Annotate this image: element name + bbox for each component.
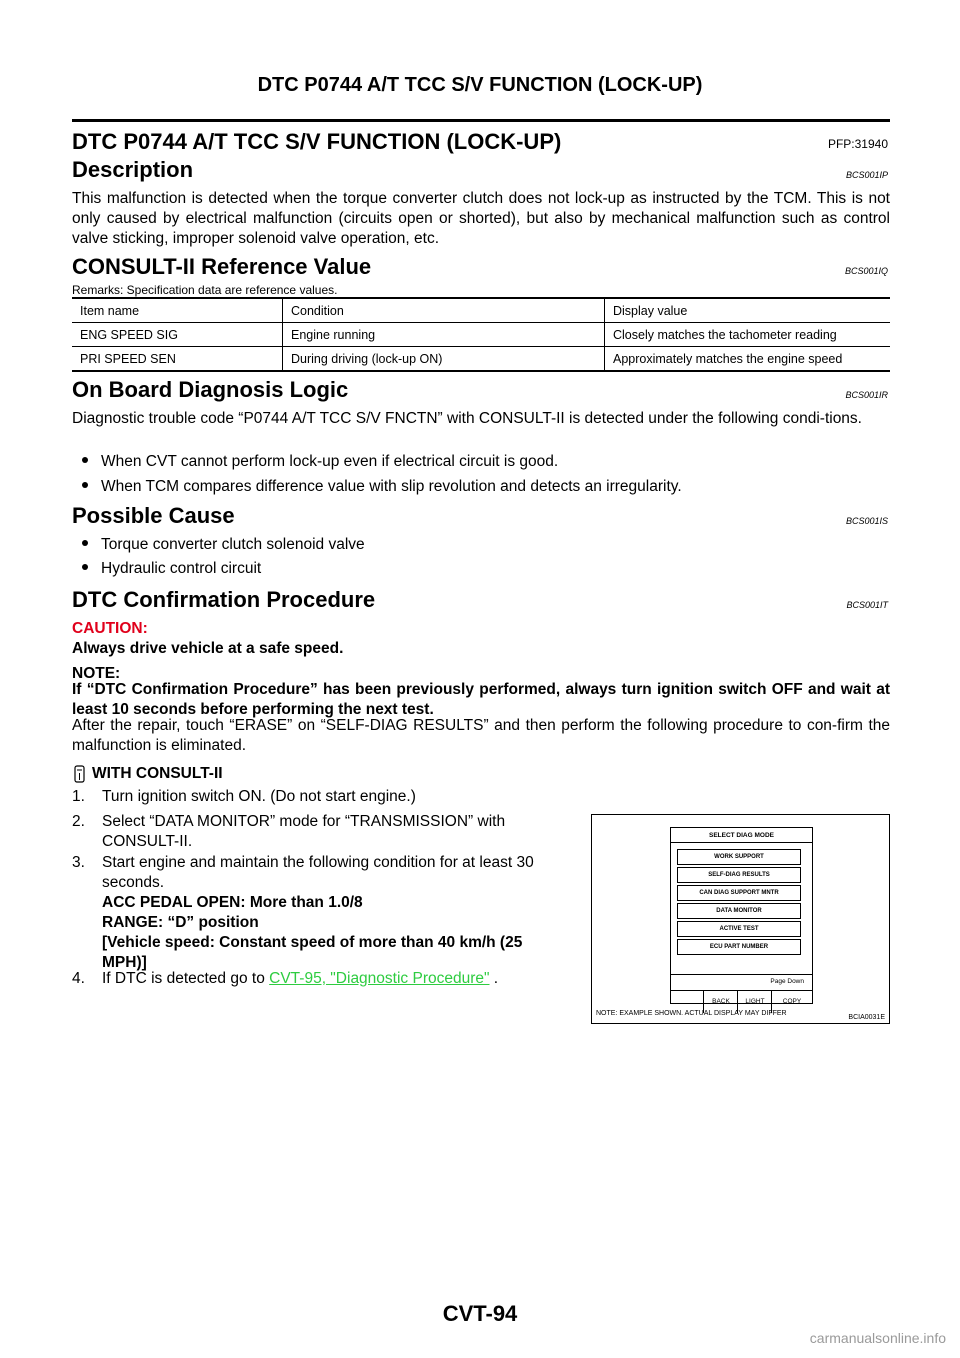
- reference-value-table: [72, 297, 890, 372]
- step-line: [72, 812, 505, 832]
- step-line: [Vehicle speed: Constant speed of more than 40 km/h (25: [102, 934, 523, 951]
- bullet-icon: [82, 564, 88, 570]
- step-line: CONSULT-II.: [102, 833, 193, 850]
- step-number: 4.: [72, 970, 85, 987]
- figure-code: BCIA0031E: [848, 1014, 885, 1021]
- step-text: Turn ignition switch ON. (Do not start engine.): [102, 788, 416, 805]
- screen-title: SELECT DIAG MODE: [708, 832, 774, 839]
- bullet-icon: [82, 482, 88, 488]
- step-4: [72, 969, 498, 989]
- table-cell: During driving (lock-up ON): [283, 347, 605, 372]
- consult-heading: CONSULT-II Reference Value: [72, 254, 372, 279]
- section-code: BCS001IT: [846, 600, 888, 610]
- step-line: MPH)]: [102, 954, 147, 971]
- section-code: BCS001IQ: [844, 266, 888, 276]
- page-down-label: Page Down: [770, 978, 804, 985]
- step-text: .: [489, 970, 499, 987]
- step-line: RANGE: “D” position: [102, 914, 259, 931]
- section-code: BCS001IS: [845, 516, 888, 526]
- bullet-icon: [82, 540, 88, 546]
- list-item-text: Hydraulic control circuit: [101, 560, 262, 577]
- description-heading: Description: [72, 157, 194, 182]
- table-header-cell: Condition: [283, 298, 605, 323]
- screen-divider: [671, 974, 812, 975]
- step-text: Start engine and maintain the following condition for at least 30: [102, 854, 534, 871]
- after-repair-text: After the repair, touch “ERASE” on “SELF-DIAG RESULTS” and then perform the following procedure to con-firm the malfunction is eliminated.: [72, 717, 890, 754]
- obd-heading: On Board Diagnosis Logic: [72, 377, 349, 402]
- consult-screen-figure: [591, 814, 890, 1024]
- table-header-cell: Display value: [605, 298, 891, 323]
- caution-text: Always drive vehicle at a safe speed.: [72, 640, 344, 657]
- page-number: CVT-94: [442, 1301, 518, 1326]
- description-text: This malfunction is detected when the torque converter clutch does not lock-up as instructed by the TCM. This is not only caused by electrical malfunction (circuits open or shorted), but also by mechanical malfunction such as control valve sticking, improper solenoid valve operation, etc.: [72, 190, 890, 247]
- menu-item-active-test: ACTIVE TEST: [677, 921, 801, 937]
- consult-tool-icon: [72, 764, 88, 784]
- step-line: [72, 853, 534, 873]
- list-item: [82, 536, 365, 554]
- diagnostic-procedure-link[interactable]: CVT-95, "Diagnostic Procedure": [269, 970, 490, 987]
- figure-note: NOTE: EXAMPLE SHOWN. ACTUAL DISPLAY MAY DIFFER: [596, 1010, 787, 1017]
- table-cell: Engine running: [283, 323, 605, 347]
- copy-button: COPY: [771, 991, 812, 1013]
- watermark: carmanualsonline.info: [809, 1330, 946, 1346]
- bullet-icon: [82, 457, 88, 463]
- section-code: BCS001IP: [845, 170, 888, 180]
- back-button: BACK: [703, 991, 738, 1013]
- table-header-row: [72, 298, 890, 323]
- step-3: [72, 853, 534, 973]
- table-row: [72, 323, 890, 347]
- step-number: 3.: [72, 854, 85, 871]
- step-line: seconds.: [102, 874, 165, 891]
- step-1: [72, 787, 416, 807]
- menu-item-data-monitor: DATA MONITOR: [677, 903, 801, 919]
- note-label: NOTE:: [72, 665, 121, 682]
- obd-text: Diagnostic trouble code “P0744 A/T TCC S/V FNCTN” with CONSULT-II is detected under the following condi-tions.: [72, 410, 862, 427]
- menu-item-work-support: WORK SUPPORT: [677, 849, 801, 865]
- menu-item-can-diag-support: CAN DIAG SUPPORT MNTR: [677, 885, 801, 901]
- table-header-cell: Item name: [72, 298, 283, 323]
- note-text: If “DTC Confirmation Procedure” has been previously performed, always turn ignition switch OFF and wait at least 10 seconds before performing the next test.: [72, 681, 890, 718]
- table-cell: Closely matches the tachometer reading: [605, 323, 891, 347]
- list-item: [82, 560, 261, 578]
- consult-subheading-label: WITH CONSULT-II: [92, 765, 223, 783]
- menu-item-ecu-part-number: ECU PART NUMBER: [677, 939, 801, 955]
- step-2: [72, 812, 505, 852]
- table-cell: ENG SPEED SIG: [72, 323, 283, 347]
- section-code: BCS001IR: [845, 390, 888, 400]
- table-cell: PRI SPEED SEN: [72, 347, 283, 372]
- step-text: If DTC is detected go to: [102, 970, 270, 987]
- list-item-text: Torque converter clutch solenoid valve: [101, 536, 365, 553]
- list-item-text: When TCM compares difference value with slip revolution and detects an irregularity.: [101, 478, 682, 495]
- table-cell: Approximately matches the engine speed: [605, 347, 891, 372]
- screen-divider: [671, 842, 812, 843]
- consult-screen: [670, 827, 813, 1004]
- step-line: ACC PEDAL OPEN: More than 1.0/8: [102, 894, 363, 911]
- remarks: Remarks: Specification data are reference values.: [72, 283, 338, 297]
- list-item-text: When CVT cannot perform lock-up even if electrical circuit is good.: [101, 453, 559, 470]
- step-number: 2.: [72, 813, 85, 830]
- table-row: [72, 347, 890, 372]
- cause-heading: Possible Cause: [72, 503, 235, 528]
- caution-label: CAUTION:: [72, 620, 148, 637]
- dtc-heading: DTC Confirmation Procedure: [72, 587, 376, 612]
- step-number: 1.: [72, 788, 85, 805]
- part-number: PFP:31940: [827, 137, 888, 151]
- running-header: DTC P0744 A/T TCC S/V FUNCTION (LOCK-UP): [257, 74, 703, 96]
- step-text: Select “DATA MONITOR” mode for “TRANSMISSION” with: [102, 813, 506, 830]
- document-title: DTC P0744 A/T TCC S/V FUNCTION (LOCK-UP): [72, 129, 562, 154]
- header-rule: [72, 119, 890, 122]
- consult-subheading: [72, 764, 223, 784]
- list-item: [82, 478, 682, 496]
- menu-item-self-diag-results: SELF-DIAG RESULTS: [677, 867, 801, 883]
- list-item: [82, 453, 558, 471]
- light-button: LIGHT: [737, 991, 772, 1013]
